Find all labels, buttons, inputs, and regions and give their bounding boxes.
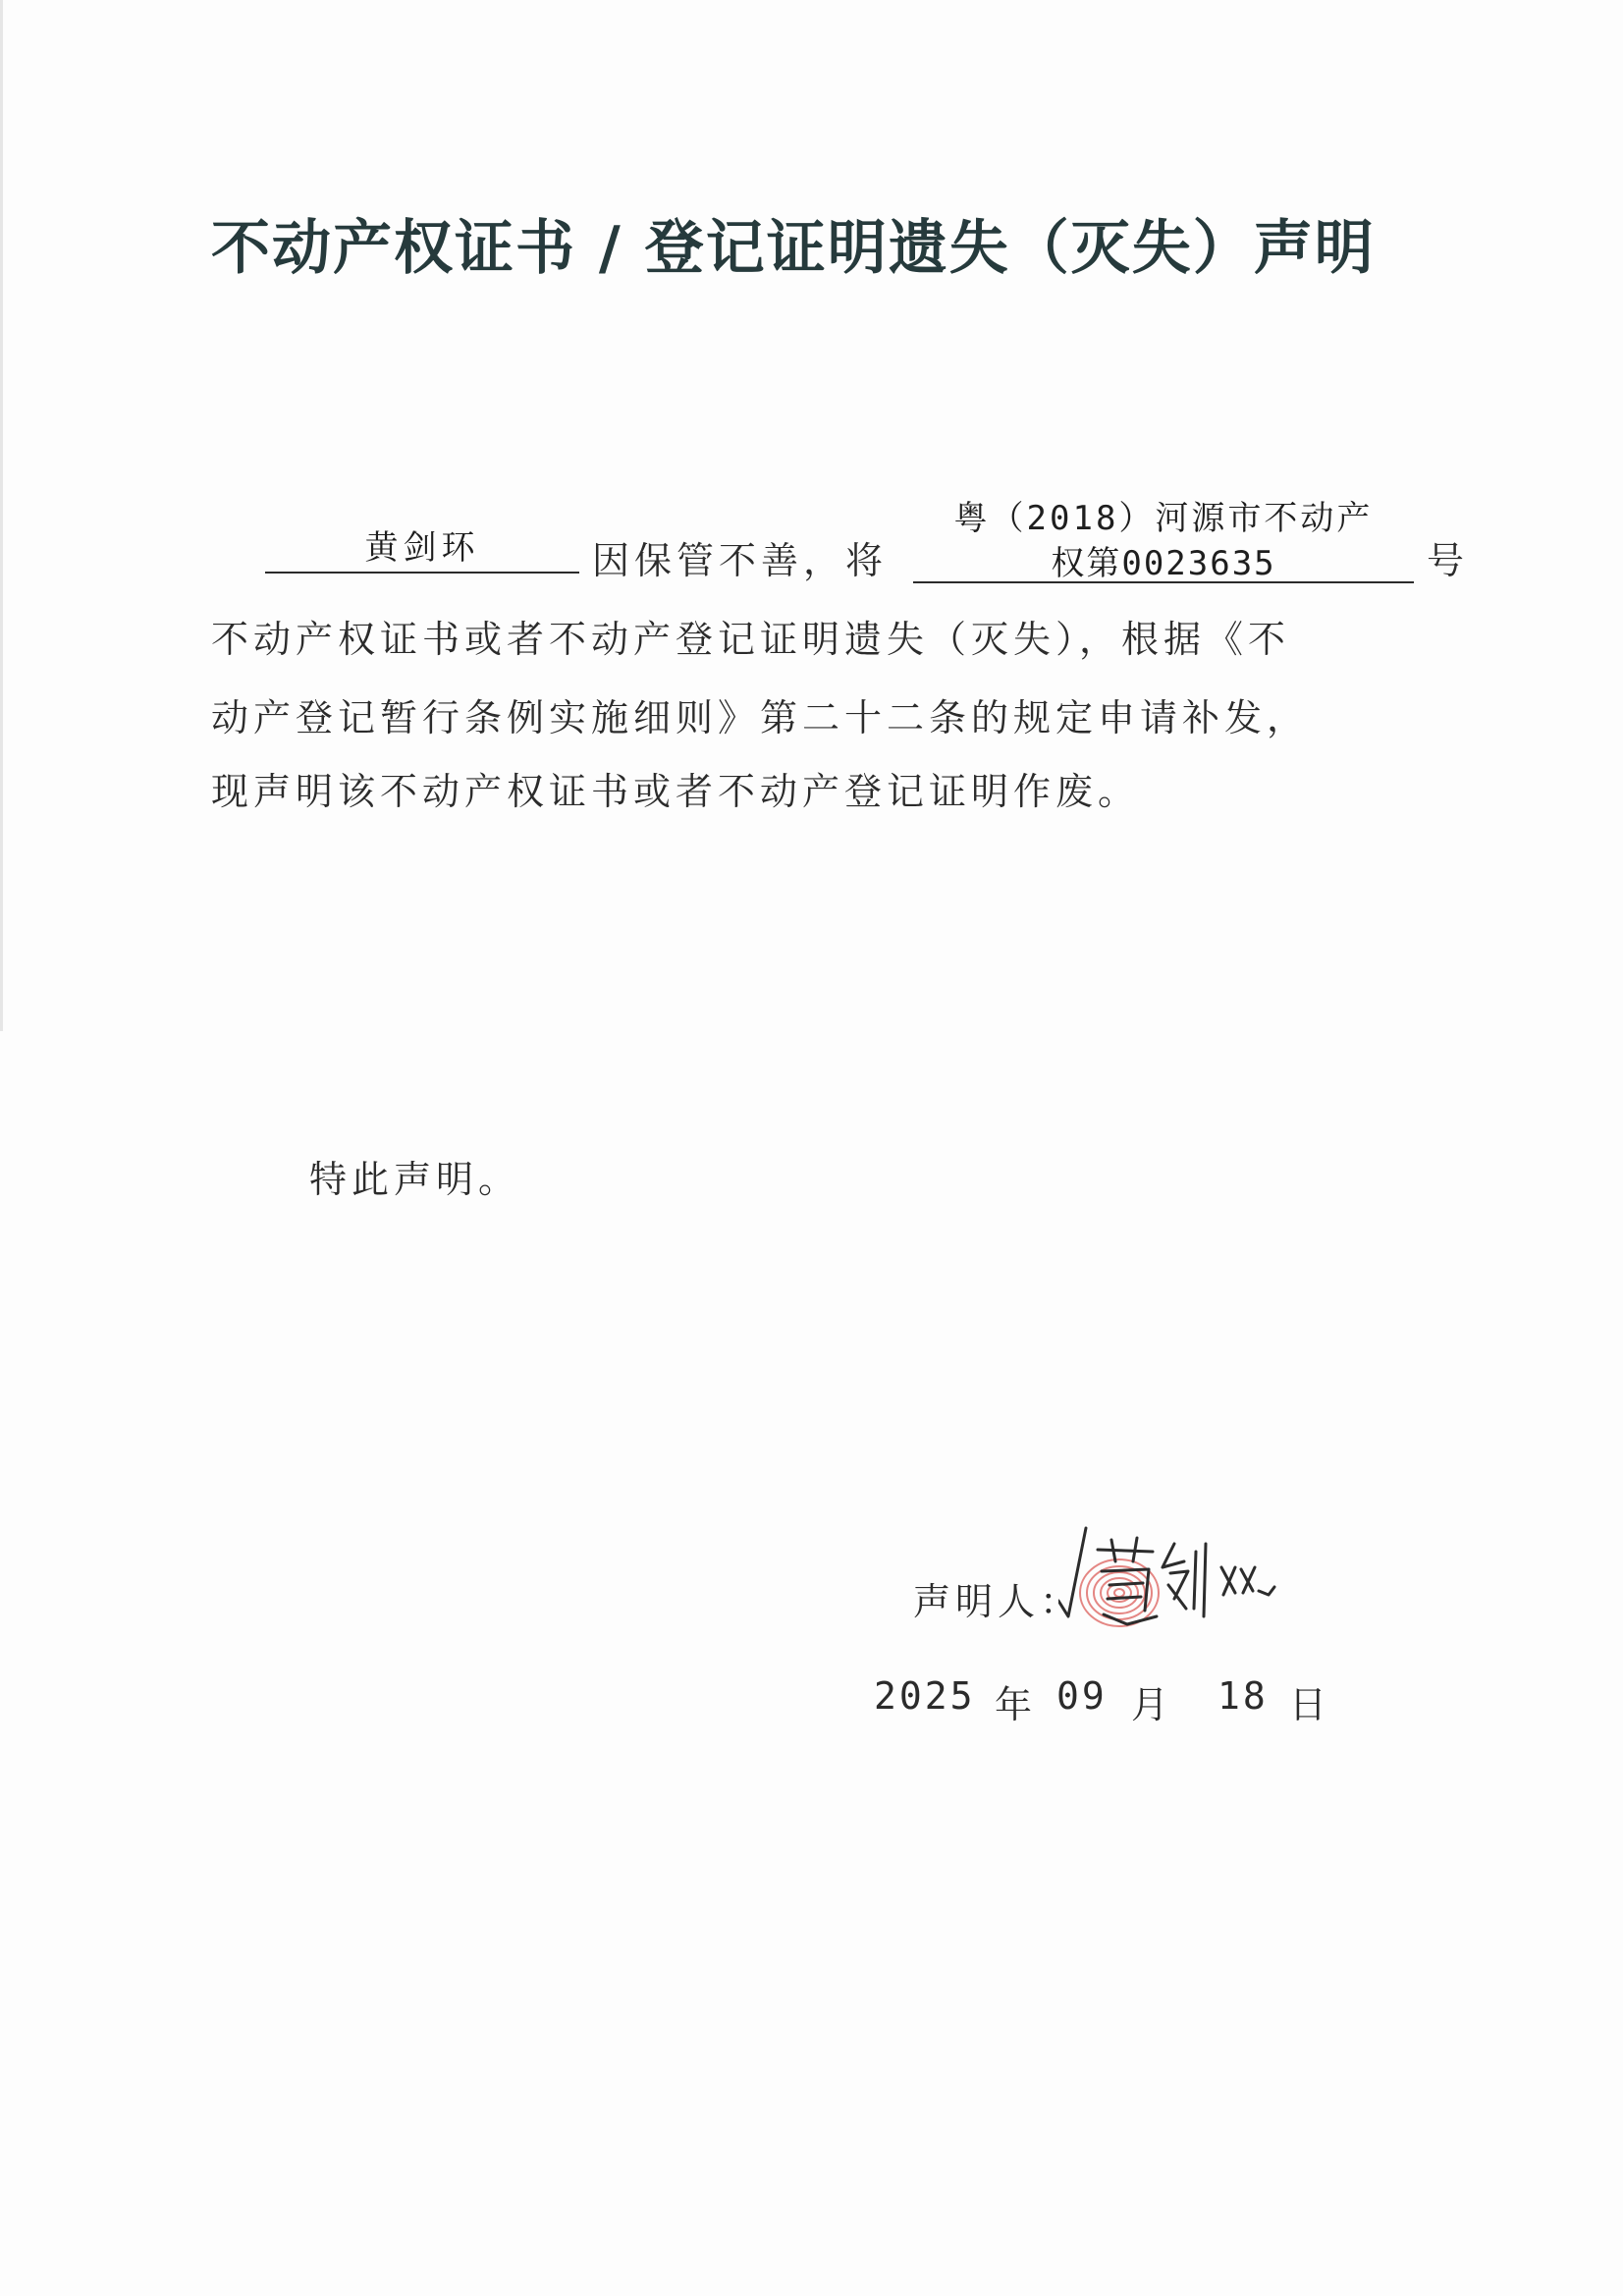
body-line-3: 动产登记暂行条例实施细则》第二十二条的规定申请补发， bbox=[211, 696, 1310, 739]
signer-block bbox=[913, 1561, 1365, 1669]
body-line-4: 现声明该不动产权证书或者不动产登记证明作废。 bbox=[211, 770, 1141, 813]
certificate-number-line2: 权第0023635 bbox=[1051, 544, 1276, 583]
declaration-date bbox=[874, 1674, 1384, 1733]
document-title: 不动产权证书 / 登记证明遗失（灭失）声明 bbox=[211, 214, 1376, 283]
declarant-name-field bbox=[265, 520, 579, 574]
declaration-first-line bbox=[211, 491, 1470, 583]
certificate-number-line1: 粤（2018）河源市不动产 bbox=[953, 499, 1374, 538]
reason-text: 因保管不善，将 bbox=[592, 539, 889, 582]
declarant-name: 黄剑环 bbox=[364, 528, 480, 568]
number-suffix: 号 bbox=[1427, 539, 1470, 582]
date-day: 18 bbox=[1217, 1674, 1269, 1718]
date-month: 09 bbox=[1056, 1674, 1108, 1718]
signer-label: 声明人： bbox=[913, 1580, 1083, 1623]
date-year: 2025 bbox=[874, 1674, 976, 1718]
date-day-label: 日 bbox=[1289, 1683, 1327, 1726]
date-month-label: 月 bbox=[1131, 1683, 1169, 1726]
certificate-number-field bbox=[913, 491, 1414, 583]
date-year-label: 年 bbox=[995, 1683, 1033, 1726]
scan-edge-shadow bbox=[0, 0, 3, 1031]
body-line-2: 不动产权证书或者不动产登记证明遗失（灭失），根据《不 bbox=[211, 618, 1291, 661]
handwritten-signature-with-fingerprint bbox=[1058, 1522, 1353, 1650]
signature-strokes bbox=[1058, 1528, 1274, 1624]
closing-statement: 特此声明。 bbox=[309, 1158, 521, 1201]
